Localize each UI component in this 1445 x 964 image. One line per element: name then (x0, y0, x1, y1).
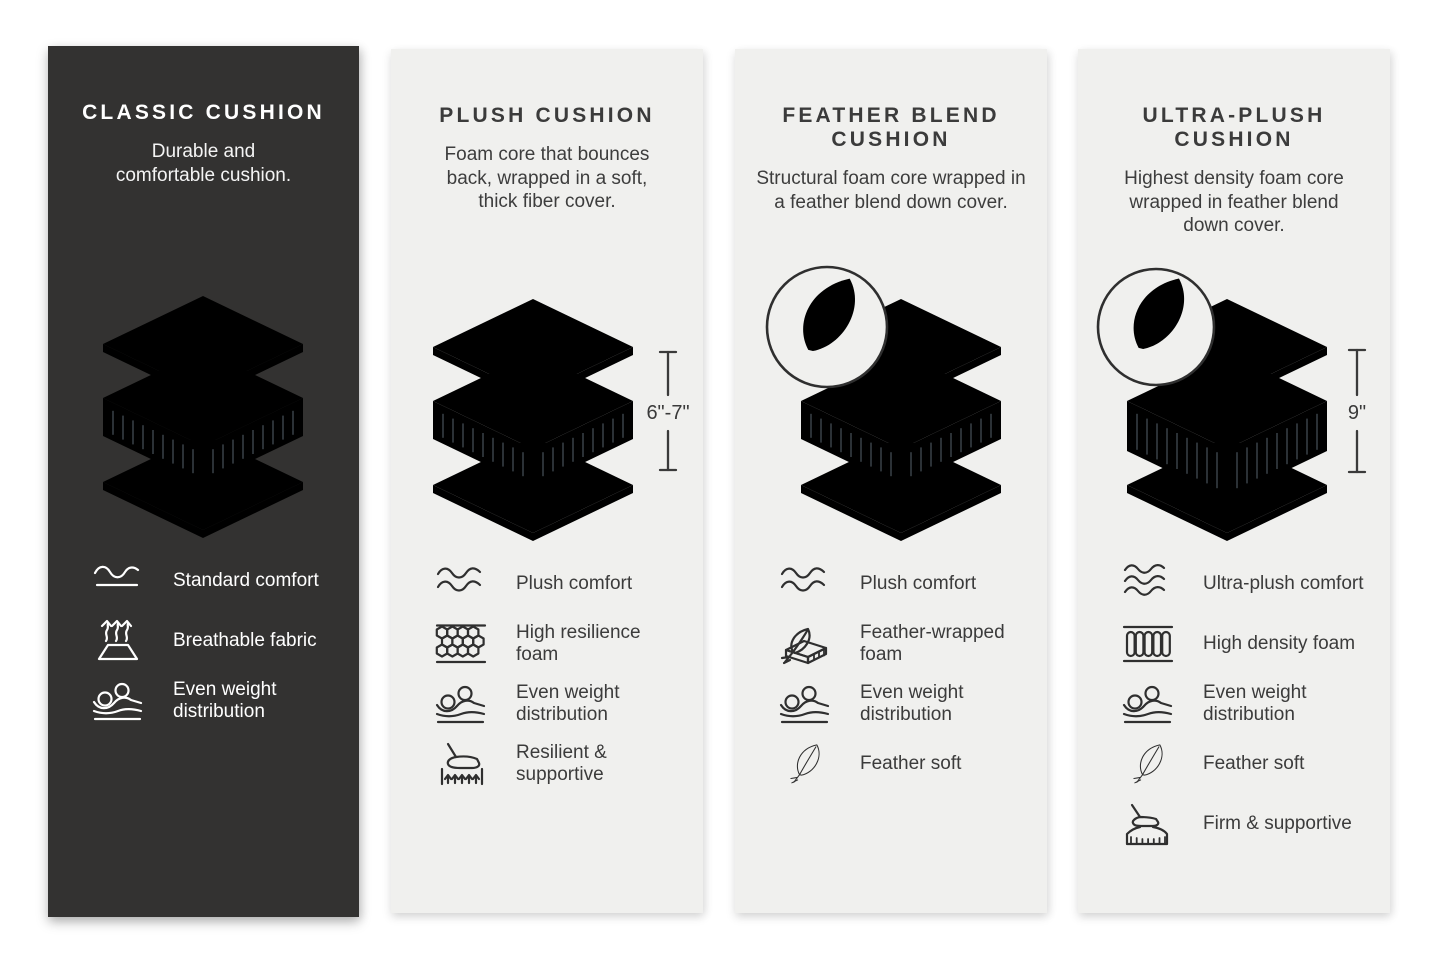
panel-description: Durable and comfortable cushion. (115, 141, 292, 186)
resilience-foam-icon (433, 621, 489, 667)
feature-row (90, 618, 351, 664)
panel-title: PLUSH CUSHION (439, 104, 655, 127)
feature-row (1120, 621, 1382, 667)
wave-double-icon (433, 561, 489, 607)
cushion-illustration (735, 259, 1047, 551)
even-weight-icon (90, 678, 146, 724)
feature-label: Feather soft (1203, 753, 1305, 774)
panel-title: CLASSIC CUSHION (82, 101, 325, 124)
panel-feather-blend-cushion (735, 49, 1047, 913)
panel-title: FEATHER BLEND CUSHION (782, 104, 1000, 151)
feature-row (1120, 801, 1382, 847)
measurement-label: 6"-7" (646, 402, 690, 424)
feature-row (777, 621, 1039, 667)
wave-single-icon (90, 558, 146, 604)
feature-row (433, 561, 695, 607)
feature-list (433, 561, 695, 801)
feature-label: Feather soft (860, 753, 962, 774)
height-measurement (1348, 350, 1366, 472)
feature-row (433, 621, 695, 667)
feature-label: Even weight distribution (173, 679, 277, 722)
feature-row (777, 681, 1039, 727)
feature-label: Firm & supportive (1203, 813, 1352, 834)
measurement-label: 9" (1347, 402, 1367, 424)
wave-triple-icon (1120, 561, 1176, 607)
panel-plush-cushion (391, 49, 703, 913)
even-weight-icon (777, 681, 833, 727)
feature-row (433, 681, 695, 727)
even-weight-icon (1120, 681, 1176, 727)
feature-row (777, 741, 1039, 787)
feature-label: Even weight distribution (860, 682, 964, 725)
cushion-illustration (48, 256, 359, 548)
feature-list (1120, 561, 1382, 861)
feature-row (1120, 561, 1382, 607)
feature-row (90, 678, 351, 724)
panel-title: ULTRA-PLUSH CUSHION (1142, 104, 1326, 151)
feather-wrapped-foam-icon (777, 621, 833, 667)
cushion-illustration (391, 259, 703, 551)
density-foam-icon (1120, 621, 1176, 667)
feature-label: Ultra-plush comfort (1203, 573, 1364, 594)
feather-badge (1098, 269, 1214, 385)
feature-row (1120, 681, 1382, 727)
feature-label: Plush comfort (516, 573, 633, 594)
feature-label: Even weight distribution (516, 682, 620, 725)
feature-row (777, 561, 1039, 607)
feature-label: High density foam (1203, 633, 1356, 654)
panel-description: Foam core that bounces back, wrapped in a soft, thick fiber cover. (444, 144, 650, 212)
feature-label: Even weight distribution (1203, 682, 1307, 725)
feature-label: Standard comfort (173, 570, 319, 591)
feature-row (1120, 741, 1382, 787)
panel-description: Structural foam core wrapped in a feather blend down cover. (756, 168, 1026, 213)
feature-label: Breathable fabric (173, 630, 317, 651)
wave-double-icon (777, 561, 833, 607)
even-weight-icon (433, 681, 489, 727)
feature-list (90, 558, 351, 738)
breathable-fabric-icon (90, 618, 146, 664)
firm-supportive-icon (1120, 801, 1176, 847)
feather-icon (777, 741, 833, 787)
height-measurement (646, 352, 689, 470)
feature-list (777, 561, 1039, 801)
panel-classic-cushion (48, 46, 359, 917)
feature-label: Resilient & supportive (516, 742, 607, 785)
cushion-illustration (1078, 259, 1390, 551)
feature-label: High resilience foam (516, 622, 641, 665)
feature-label: Plush comfort (860, 573, 977, 594)
feature-row (90, 558, 351, 604)
feature-label: Feather-wrapped foam (860, 622, 1005, 665)
panel-description: Highest density foam core wrapped in feather blend down cover. (1124, 168, 1344, 236)
feather-badge (767, 267, 887, 387)
resilient-supportive-icon (433, 741, 489, 787)
panel-ultra-plush-cushion (1078, 49, 1390, 913)
feather-icon (1120, 741, 1176, 787)
feature-row (433, 741, 695, 787)
